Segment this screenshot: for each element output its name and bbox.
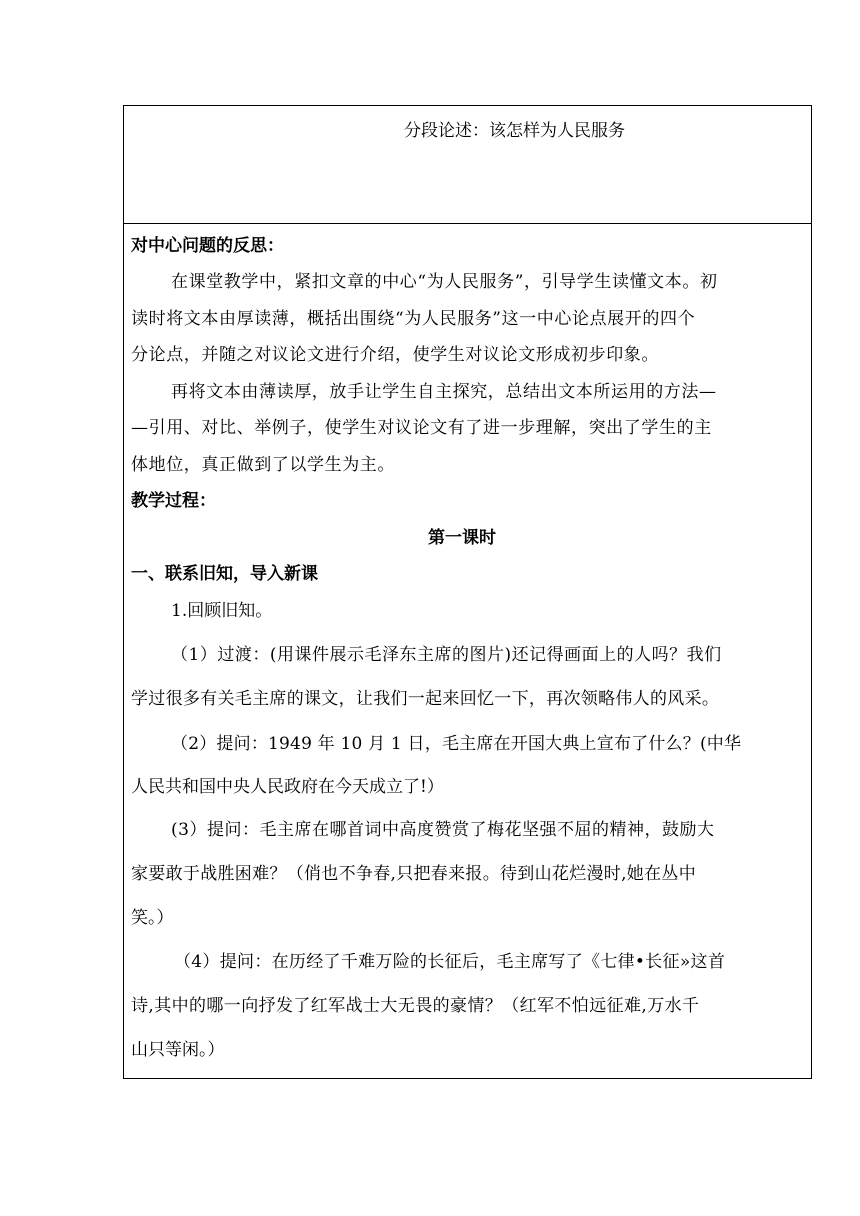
process-line: （1）过渡：(用课件展示毛泽东主席的图片)还记得画面上的人吗？我们 <box>171 645 722 665</box>
reflection-line: 分论点，并随之对议论文进行介绍，使学生对议论文形成初步印象。 <box>131 345 659 365</box>
reflection-title: 对中心问题的反思： <box>131 236 284 256</box>
reflection-line: —引用、对比、举例子，使学生对议论文有了进一步理解，突出了学生的主 <box>131 418 712 438</box>
process-line: 家要敢于战胜困难？（俏也不争春,只把春来报。待到山花烂漫时,她在丛中 <box>131 864 697 884</box>
process-line: 笑。） <box>131 908 174 928</box>
process-line: (3）提问：毛主席在哪首词中高度赞赏了梅花坚强不屈的精神，鼓励大 <box>171 820 715 840</box>
section-title: 一、联系旧知，导入新课 <box>131 564 318 584</box>
process-line: 山只等闲。） <box>131 1040 225 1060</box>
reflection-cell <box>124 224 811 1079</box>
lesson-title: 第一课时 <box>428 528 496 548</box>
section-heading: 分段论述：该怎样为人民服务 <box>404 121 625 141</box>
lesson-plan-table <box>123 105 812 1079</box>
process-line: 1.回顾旧知。 <box>171 601 273 621</box>
reflection-line: 读时将文本由厚读薄，概括出围绕“为人民服务”这一中心论点展开的四个 <box>131 309 696 329</box>
process-line: （2）提问：1949 年 10 月 1 日，毛主席在开国大典上宣布了什么？(中华 <box>171 734 742 754</box>
reflection-line: 在课堂教学中，紧扣文章的中心“为人民服务”，引导学生读懂文本。初 <box>171 272 718 292</box>
process-line: 学过很多有关毛主席的课文，让我们一起来回忆一下，再次领略伟人的风采。 <box>131 689 720 709</box>
top-cell <box>124 106 811 224</box>
reflection-line: 再将文本由薄读厚，放手让学生自主探究，总结出文本所运用的方法— <box>171 382 717 402</box>
reflection-line: 体地位，真正做到了以学生为主。 <box>131 455 395 475</box>
process-line: （4）提问：在历经了千难万险的长征后，毛主席写了《七律•长征»这首 <box>174 952 726 972</box>
process-line: 人民共和国中央人民政府在今天成立了!） <box>131 777 444 797</box>
process-title: 教学过程： <box>131 491 216 511</box>
process-line: 诗,其中的哪一向抒发了红军战士大无畏的豪情？（红军不怕远征难,万水千 <box>131 996 700 1016</box>
